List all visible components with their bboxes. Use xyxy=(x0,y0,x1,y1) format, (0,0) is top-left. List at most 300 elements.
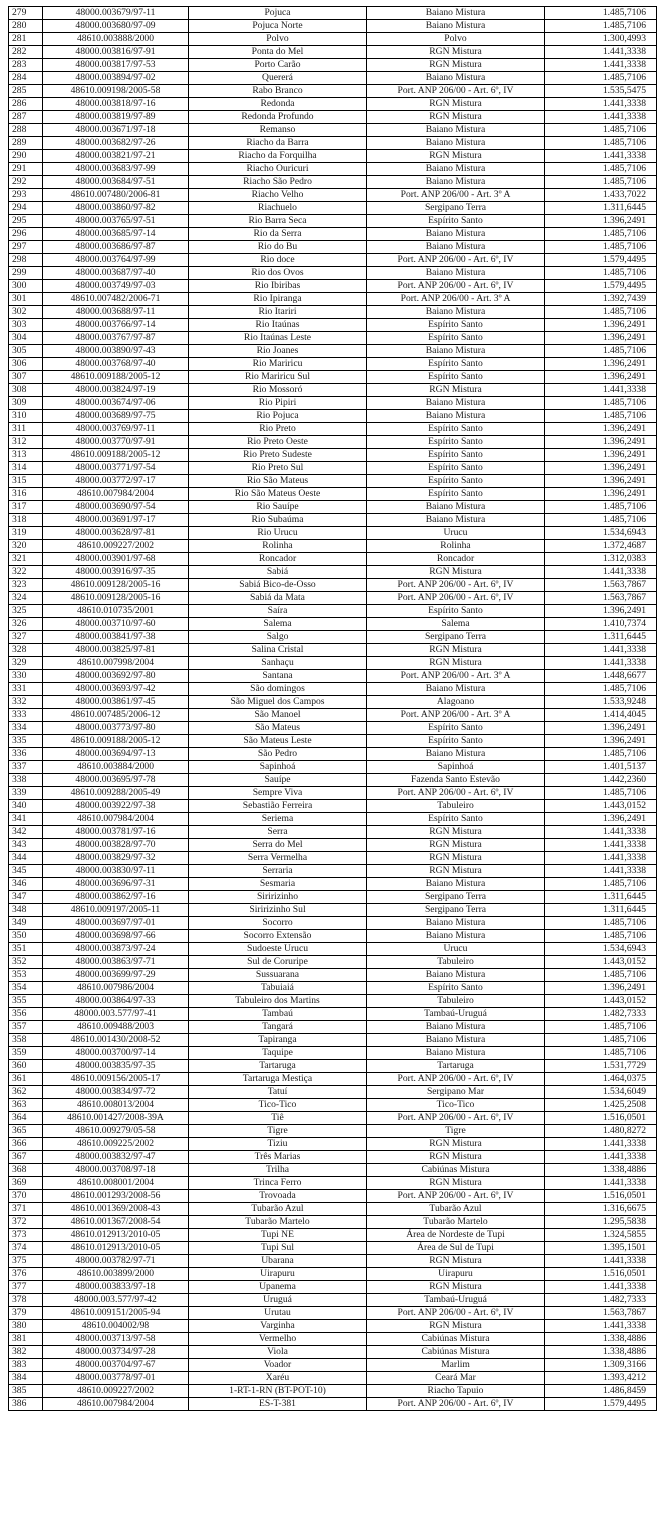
process-number-cell: 48000.003696/97-31 xyxy=(43,878,189,891)
field-name-cell: Tubarão Martelo xyxy=(189,1216,367,1229)
table-row xyxy=(9,72,657,85)
process-number-cell: 48000.003697/97-01 xyxy=(43,917,189,930)
table-row xyxy=(9,540,657,553)
field-name-cell: Rio Mossoró xyxy=(189,384,367,397)
table-row xyxy=(9,33,657,46)
row-number-cell: 322 xyxy=(9,566,43,579)
process-number-cell: 48610.009151/2005-94 xyxy=(43,1307,189,1320)
row-number-cell: 364 xyxy=(9,1112,43,1125)
row-number-cell: 319 xyxy=(9,527,43,540)
field-name-cell: Rio Preto xyxy=(189,423,367,436)
table-row xyxy=(9,631,657,644)
reference-stream-cell: Baiano Mistura xyxy=(367,930,545,943)
field-name-cell: Rolinha xyxy=(189,540,367,553)
row-number-cell: 342 xyxy=(9,826,43,839)
process-number-cell: 48000.003687/97-40 xyxy=(43,267,189,280)
table-row xyxy=(9,1372,657,1385)
row-number-cell: 363 xyxy=(9,1099,43,1112)
field-name-cell: Rio Joanes xyxy=(189,345,367,358)
field-name-cell: Rio da Serra xyxy=(189,228,367,241)
row-number-cell: 340 xyxy=(9,800,43,813)
process-number-cell: 48610.001369/2008-43 xyxy=(43,1203,189,1216)
process-number-cell: 48610.007984/2004 xyxy=(43,488,189,501)
price-value-cell: 1.396,2491 xyxy=(545,371,657,384)
process-number-cell: 48610.009227/2002 xyxy=(43,540,189,553)
table-row xyxy=(9,553,657,566)
price-value-cell: 1.485,7106 xyxy=(545,306,657,319)
table-row xyxy=(9,1307,657,1320)
process-number-cell: 48000.003767/97-87 xyxy=(43,332,189,345)
reference-stream-cell: Cabiúnas Mistura xyxy=(367,1333,545,1346)
reference-stream-cell: Espírito Santo xyxy=(367,319,545,332)
table-row xyxy=(9,1359,657,1372)
row-number-cell: 311 xyxy=(9,423,43,436)
process-number-cell: 48000.003873/97-24 xyxy=(43,943,189,956)
reference-stream-cell: Baiano Mistura xyxy=(367,1021,545,1034)
process-number-cell: 48000.003694/97-13 xyxy=(43,748,189,761)
reference-stream-cell: Riacho Tapuio xyxy=(367,1385,545,1398)
table-row xyxy=(9,501,657,514)
row-number-cell: 353 xyxy=(9,969,43,982)
field-name-cell: Vermelho xyxy=(189,1333,367,1346)
field-name-cell: Sabiá Bico-de-Osso xyxy=(189,579,367,592)
row-number-cell: 384 xyxy=(9,1372,43,1385)
process-number-cell: 48610.001430/2008-52 xyxy=(43,1034,189,1047)
field-name-cell: Tupi Sul xyxy=(189,1242,367,1255)
price-value-cell: 1.311,6445 xyxy=(545,891,657,904)
price-value-cell: 1.534,6943 xyxy=(545,527,657,540)
row-number-cell: 367 xyxy=(9,1151,43,1164)
table-row xyxy=(9,670,657,683)
row-number-cell: 295 xyxy=(9,215,43,228)
reference-stream-cell: Port. ANP 206/00 - Art. 6º, IV xyxy=(367,1398,545,1411)
reference-stream-cell: Baiano Mistura xyxy=(367,176,545,189)
table-row xyxy=(9,982,657,995)
price-value-cell: 1.443,0152 xyxy=(545,800,657,813)
reference-stream-cell: RGN Mistura xyxy=(367,1177,545,1190)
row-number-cell: 349 xyxy=(9,917,43,930)
price-value-cell: 1.396,2491 xyxy=(545,488,657,501)
field-name-cell: Rio Preto Oeste xyxy=(189,436,367,449)
price-value-cell: 1.414,4045 xyxy=(545,709,657,722)
price-value-cell: 1.485,7106 xyxy=(545,501,657,514)
field-name-cell: Seriema xyxy=(189,813,367,826)
process-number-cell: 48610.003888/2000 xyxy=(43,33,189,46)
field-name-cell: Rio Pipiri xyxy=(189,397,367,410)
table-row xyxy=(9,644,657,657)
process-number-cell: 48000.003691/97-17 xyxy=(43,514,189,527)
price-value-cell: 1.396,2491 xyxy=(545,982,657,995)
table-row xyxy=(9,943,657,956)
row-number-cell: 285 xyxy=(9,85,43,98)
row-number-cell: 315 xyxy=(9,475,43,488)
reference-stream-cell: Port. ANP 206/00 - Art. 3º A xyxy=(367,293,545,306)
field-name-cell: Tartaruga Mestiça xyxy=(189,1073,367,1086)
field-name-cell: Riacho São Pedro xyxy=(189,176,367,189)
table-row xyxy=(9,137,657,150)
price-value-cell: 1.441,3338 xyxy=(545,1151,657,1164)
process-number-cell: 48610.009488/2003 xyxy=(43,1021,189,1034)
process-number-cell: 48000.003671/97-18 xyxy=(43,124,189,137)
process-number-cell: 48000.003772/97-17 xyxy=(43,475,189,488)
reference-stream-cell: Baiano Mistura xyxy=(367,397,545,410)
row-number-cell: 377 xyxy=(9,1281,43,1294)
reference-stream-cell: Espírito Santo xyxy=(367,735,545,748)
process-number-cell: 48000.003916/97-35 xyxy=(43,566,189,579)
table-row xyxy=(9,1125,657,1138)
row-number-cell: 314 xyxy=(9,462,43,475)
reference-stream-cell: RGN Mistura xyxy=(367,1255,545,1268)
field-name-cell: Tangará xyxy=(189,1021,367,1034)
process-number-cell: 48000.003901/97-68 xyxy=(43,553,189,566)
price-value-cell: 1.486,8459 xyxy=(545,1385,657,1398)
field-name-cell: Sauípe xyxy=(189,774,367,787)
reference-stream-cell: Tambaú-Uruguá xyxy=(367,1294,545,1307)
price-value-cell: 1.396,2491 xyxy=(545,722,657,735)
row-number-cell: 361 xyxy=(9,1073,43,1086)
table-row xyxy=(9,475,657,488)
row-number-cell: 362 xyxy=(9,1086,43,1099)
process-number-cell: 48000.003689/97-75 xyxy=(43,410,189,423)
process-number-cell: 48610.009198/2005-58 xyxy=(43,85,189,98)
table-row xyxy=(9,280,657,293)
process-number-cell: 48610.009156/2005-17 xyxy=(43,1073,189,1086)
process-number-cell: 48610.009128/2005-16 xyxy=(43,592,189,605)
field-name-cell: Uruguá xyxy=(189,1294,367,1307)
reference-stream-cell: Baiano Mistura xyxy=(367,267,545,280)
price-value-cell: 1.392,7439 xyxy=(545,293,657,306)
price-value-cell: 1.485,7106 xyxy=(545,228,657,241)
reference-stream-cell: Tabuleiro xyxy=(367,956,545,969)
process-number-cell: 48000.003769/97-11 xyxy=(43,423,189,436)
process-number-cell: 48000.003695/97-78 xyxy=(43,774,189,787)
price-value-cell: 1.441,3338 xyxy=(545,1177,657,1190)
price-value-cell: 1.535,5475 xyxy=(545,85,657,98)
table-row xyxy=(9,1216,657,1229)
reference-stream-cell: Baiano Mistura xyxy=(367,241,545,254)
table-row xyxy=(9,1190,657,1203)
reference-stream-cell: Espírito Santo xyxy=(367,215,545,228)
reference-stream-cell: Espírito Santo xyxy=(367,449,545,462)
process-number-cell: 48000.003832/97-47 xyxy=(43,1151,189,1164)
field-name-cell: Tupi NE xyxy=(189,1229,367,1242)
price-value-cell: 1.316,6675 xyxy=(545,1203,657,1216)
price-value-cell: 1.531,7729 xyxy=(545,1060,657,1073)
row-number-cell: 370 xyxy=(9,1190,43,1203)
table-row xyxy=(9,1268,657,1281)
table-row xyxy=(9,449,657,462)
field-name-cell: Riacho da Barra xyxy=(189,137,367,150)
process-number-cell: 48000.003835/97-35 xyxy=(43,1060,189,1073)
row-number-cell: 369 xyxy=(9,1177,43,1190)
row-number-cell: 344 xyxy=(9,852,43,865)
row-number-cell: 288 xyxy=(9,124,43,137)
reference-stream-cell: RGN Mistura xyxy=(367,644,545,657)
table-row xyxy=(9,1177,657,1190)
process-number-cell: 48000.003922/97-38 xyxy=(43,800,189,813)
table-row xyxy=(9,917,657,930)
price-value-cell: 1.563,7867 xyxy=(545,579,657,592)
process-number-cell: 48000.003860/97-82 xyxy=(43,202,189,215)
field-name-cell: 1-RT-1-RN (BT-POT-10) xyxy=(189,1385,367,1398)
table-row xyxy=(9,371,657,384)
field-name-cell: Salina Cristal xyxy=(189,644,367,657)
field-name-cell: Sabiá xyxy=(189,566,367,579)
reference-stream-cell: Tabuleiro xyxy=(367,995,545,1008)
field-name-cell: Tiê xyxy=(189,1112,367,1125)
row-number-cell: 331 xyxy=(9,683,43,696)
process-number-cell: 48000.003684/97-51 xyxy=(43,176,189,189)
reference-stream-cell: Salema xyxy=(367,618,545,631)
field-name-cell: Tabuiaiá xyxy=(189,982,367,995)
process-number-cell: 48000.003.577/97-42 xyxy=(43,1294,189,1307)
reference-stream-cell: Sergipano Terra xyxy=(367,891,545,904)
price-value-cell: 1.533,9248 xyxy=(545,696,657,709)
table-row xyxy=(9,618,657,631)
process-number-cell: 48610.007998/2004 xyxy=(43,657,189,670)
reference-stream-cell: Sergipano Terra xyxy=(367,904,545,917)
field-name-cell: São Manoel xyxy=(189,709,367,722)
process-number-cell: 48000.003679/97-11 xyxy=(43,7,189,20)
price-value-cell: 1.396,2491 xyxy=(545,462,657,475)
row-number-cell: 281 xyxy=(9,33,43,46)
price-value-cell: 1.410,7374 xyxy=(545,618,657,631)
table-row xyxy=(9,800,657,813)
reference-stream-cell: Polvo xyxy=(367,33,545,46)
row-number-cell: 337 xyxy=(9,761,43,774)
reference-stream-cell: Espírito Santo xyxy=(367,332,545,345)
field-name-cell: Socorro Extensão xyxy=(189,930,367,943)
row-number-cell: 368 xyxy=(9,1164,43,1177)
row-number-cell: 297 xyxy=(9,241,43,254)
row-number-cell: 283 xyxy=(9,59,43,72)
price-value-cell: 1.485,7106 xyxy=(545,410,657,423)
process-number-cell: 48610.009188/2005-12 xyxy=(43,449,189,462)
table-row xyxy=(9,1034,657,1047)
process-number-cell: 48000.003778/97-01 xyxy=(43,1372,189,1385)
price-value-cell: 1.396,2491 xyxy=(545,423,657,436)
row-number-cell: 294 xyxy=(9,202,43,215)
process-number-cell: 48000.003.577/97-41 xyxy=(43,1008,189,1021)
price-value-cell: 1.485,7106 xyxy=(545,241,657,254)
row-number-cell: 307 xyxy=(9,371,43,384)
table-row xyxy=(9,215,657,228)
row-number-cell: 379 xyxy=(9,1307,43,1320)
reference-stream-cell: RGN Mistura xyxy=(367,839,545,852)
table-row xyxy=(9,345,657,358)
field-name-cell: Três Marias xyxy=(189,1151,367,1164)
price-value-cell: 1.516,0501 xyxy=(545,1112,657,1125)
field-name-cell: São Pedro xyxy=(189,748,367,761)
row-number-cell: 341 xyxy=(9,813,43,826)
price-value-cell: 1.579,4495 xyxy=(545,1398,657,1411)
table-row xyxy=(9,1151,657,1164)
price-value-cell: 1.309,3166 xyxy=(545,1359,657,1372)
row-number-cell: 279 xyxy=(9,7,43,20)
reference-stream-cell: Sergipano Terra xyxy=(367,631,545,644)
price-value-cell: 1.485,7106 xyxy=(545,137,657,150)
price-value-cell: 1.338,4886 xyxy=(545,1164,657,1177)
price-value-cell: 1.485,7106 xyxy=(545,345,657,358)
row-number-cell: 376 xyxy=(9,1268,43,1281)
process-number-cell: 48000.003768/97-40 xyxy=(43,358,189,371)
table-row xyxy=(9,202,657,215)
process-number-cell: 48610.008013/2004 xyxy=(43,1099,189,1112)
price-value-cell: 1.396,2491 xyxy=(545,605,657,618)
reference-stream-cell: Baiano Mistura xyxy=(367,878,545,891)
process-number-cell: 48000.003817/97-53 xyxy=(43,59,189,72)
reference-stream-cell: Cabiúnas Mistura xyxy=(367,1346,545,1359)
table-row xyxy=(9,1138,657,1151)
table-row xyxy=(9,1242,657,1255)
fields-price-table xyxy=(8,6,657,1411)
field-name-cell: São Mateus Leste xyxy=(189,735,367,748)
table-row xyxy=(9,436,657,449)
reference-stream-cell: Baiano Mistura xyxy=(367,501,545,514)
process-number-cell: 48000.003693/97-42 xyxy=(43,683,189,696)
price-value-cell: 1.482,7333 xyxy=(545,1008,657,1021)
reference-stream-cell: RGN Mistura xyxy=(367,59,545,72)
process-number-cell: 48000.003771/97-54 xyxy=(43,462,189,475)
table-row xyxy=(9,1255,657,1268)
field-name-cell: Saíra xyxy=(189,605,367,618)
field-name-cell: Xaréu xyxy=(189,1372,367,1385)
row-number-cell: 303 xyxy=(9,319,43,332)
reference-stream-cell: Tubarão Martelo xyxy=(367,1216,545,1229)
field-name-cell: Serraria xyxy=(189,865,367,878)
process-number-cell: 48000.003781/97-16 xyxy=(43,826,189,839)
field-name-cell: Viola xyxy=(189,1346,367,1359)
process-number-cell: 48000.003890/97-43 xyxy=(43,345,189,358)
reference-stream-cell: RGN Mistura xyxy=(367,826,545,839)
reference-stream-cell: Port. ANP 206/00 - Art. 6º, IV xyxy=(367,280,545,293)
table-row xyxy=(9,319,657,332)
table-row xyxy=(9,228,657,241)
process-number-cell: 48000.003770/97-91 xyxy=(43,436,189,449)
row-number-cell: 290 xyxy=(9,150,43,163)
price-value-cell: 1.312,0383 xyxy=(545,553,657,566)
process-number-cell: 48000.003821/97-21 xyxy=(43,150,189,163)
price-value-cell: 1.534,6943 xyxy=(545,943,657,956)
process-number-cell: 48610.004002/98 xyxy=(43,1320,189,1333)
row-number-cell: 352 xyxy=(9,956,43,969)
reference-stream-cell: Baiano Mistura xyxy=(367,228,545,241)
price-value-cell: 1.441,3338 xyxy=(545,839,657,852)
table-row xyxy=(9,566,657,579)
reference-stream-cell: Port. ANP 206/00 - Art. 6º, IV xyxy=(367,1073,545,1086)
price-value-cell: 1.338,4886 xyxy=(545,1333,657,1346)
field-name-cell: Serra xyxy=(189,826,367,839)
price-value-cell: 1.485,7106 xyxy=(545,7,657,20)
row-number-cell: 320 xyxy=(9,540,43,553)
row-number-cell: 312 xyxy=(9,436,43,449)
table-row xyxy=(9,384,657,397)
row-number-cell: 346 xyxy=(9,878,43,891)
table-row xyxy=(9,1086,657,1099)
process-number-cell: 48610.009188/2005-12 xyxy=(43,735,189,748)
row-number-cell: 301 xyxy=(9,293,43,306)
price-value-cell: 1.485,7106 xyxy=(545,176,657,189)
row-number-cell: 316 xyxy=(9,488,43,501)
row-number-cell: 372 xyxy=(9,1216,43,1229)
price-value-cell: 1.485,7106 xyxy=(545,748,657,761)
table-row xyxy=(9,1021,657,1034)
process-number-cell: 48000.003841/97-38 xyxy=(43,631,189,644)
field-name-cell: Trilha xyxy=(189,1164,367,1177)
price-value-cell: 1.441,3338 xyxy=(545,1138,657,1151)
reference-stream-cell: Uirapuru xyxy=(367,1268,545,1281)
table-row xyxy=(9,787,657,800)
reference-stream-cell: Tambaú-Uruguá xyxy=(367,1008,545,1021)
price-value-cell: 1.441,3338 xyxy=(545,852,657,865)
reference-stream-cell: Sapinhoá xyxy=(367,761,545,774)
field-name-cell: Tatuí xyxy=(189,1086,367,1099)
price-value-cell: 1.396,2491 xyxy=(545,813,657,826)
table-row xyxy=(9,735,657,748)
row-number-cell: 347 xyxy=(9,891,43,904)
price-value-cell: 1.579,4495 xyxy=(545,280,657,293)
row-number-cell: 284 xyxy=(9,72,43,85)
price-value-cell: 1.443,0152 xyxy=(545,995,657,1008)
row-number-cell: 360 xyxy=(9,1060,43,1073)
field-name-cell: Siririzinho Sul xyxy=(189,904,367,917)
price-value-cell: 1.443,0152 xyxy=(545,956,657,969)
price-value-cell: 1.485,7106 xyxy=(545,72,657,85)
row-number-cell: 282 xyxy=(9,46,43,59)
field-name-cell: Rio Itaúnas xyxy=(189,319,367,332)
price-value-cell: 1.442,2360 xyxy=(545,774,657,787)
process-number-cell: 48000.003710/97-60 xyxy=(43,618,189,631)
table-row xyxy=(9,1320,657,1333)
field-name-cell: Sudoeste Urucu xyxy=(189,943,367,956)
row-number-cell: 309 xyxy=(9,397,43,410)
price-value-cell: 1.425,2508 xyxy=(545,1099,657,1112)
price-value-cell: 1.396,2491 xyxy=(545,735,657,748)
table-row xyxy=(9,865,657,878)
table-row xyxy=(9,332,657,345)
field-name-cell: Sebastião Ferreira xyxy=(189,800,367,813)
field-name-cell: Salgo xyxy=(189,631,367,644)
field-name-cell: Rio dos Ovos xyxy=(189,267,367,280)
field-name-cell: Taquipe xyxy=(189,1047,367,1060)
price-value-cell: 1.485,7106 xyxy=(545,917,657,930)
reference-stream-cell: Baiano Mistura xyxy=(367,514,545,527)
row-number-cell: 321 xyxy=(9,553,43,566)
reference-stream-cell: Port. ANP 206/00 - Art. 6º, IV xyxy=(367,85,545,98)
reference-stream-cell: Espírito Santo xyxy=(367,722,545,735)
field-name-cell: Rio Urucu xyxy=(189,527,367,540)
process-number-cell: 48610.007986/2004 xyxy=(43,982,189,995)
table-row xyxy=(9,1073,657,1086)
table-row xyxy=(9,774,657,787)
reference-stream-cell: Marlim xyxy=(367,1359,545,1372)
reference-stream-cell: Baiano Mistura xyxy=(367,20,545,33)
field-name-cell: Rio Ibiribas xyxy=(189,280,367,293)
table-row xyxy=(9,696,657,709)
process-number-cell: 48610.009225/2002 xyxy=(43,1138,189,1151)
field-name-cell: Rio Mariricu Sul xyxy=(189,371,367,384)
reference-stream-cell: Alagoano xyxy=(367,696,545,709)
table-row xyxy=(9,579,657,592)
table-row xyxy=(9,1060,657,1073)
price-value-cell: 1.441,3338 xyxy=(545,1281,657,1294)
reference-stream-cell: Espírito Santo xyxy=(367,423,545,436)
reference-stream-cell: Tigre xyxy=(367,1125,545,1138)
row-number-cell: 328 xyxy=(9,644,43,657)
row-number-cell: 383 xyxy=(9,1359,43,1372)
table-row xyxy=(9,423,657,436)
price-value-cell: 1.482,7333 xyxy=(545,1294,657,1307)
